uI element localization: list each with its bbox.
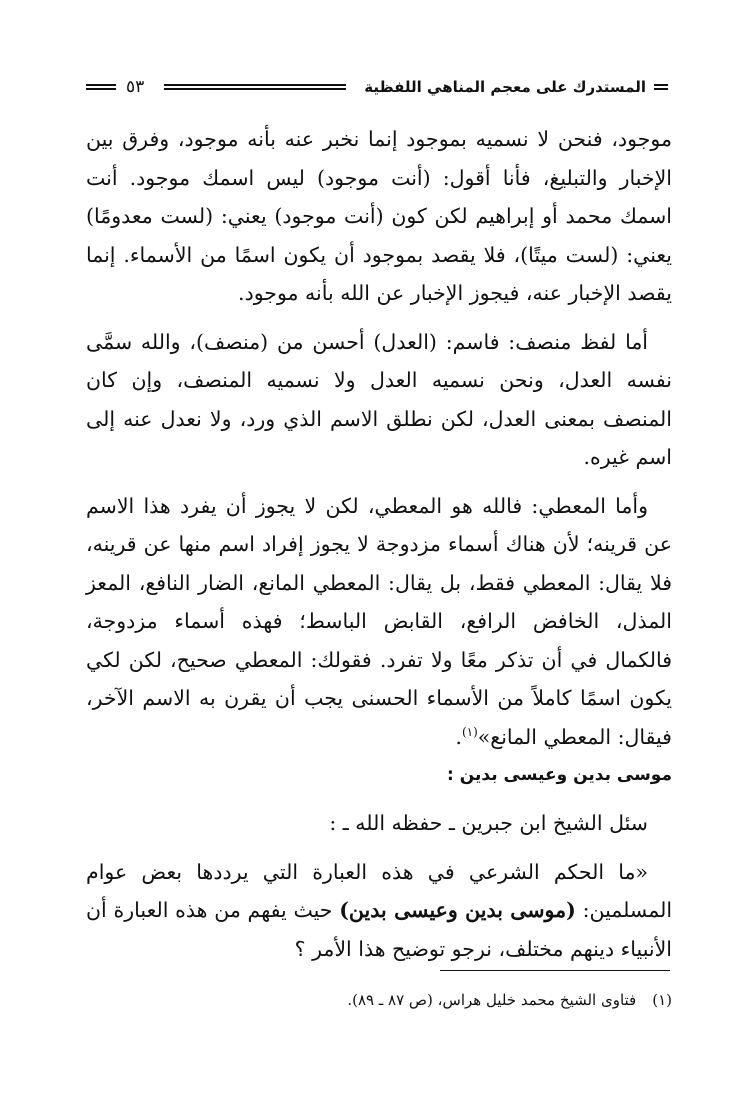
paragraph-3-end: .: [455, 724, 462, 749]
question-text: [86, 853, 672, 969]
section-heading: موسى بدين وعيسى بدين :: [447, 765, 672, 785]
header-rule-left: [86, 84, 116, 90]
footnote-separator: [440, 970, 670, 971]
footnote-reference[interactable]: (١): [461, 724, 478, 739]
header-rule-right: [654, 84, 668, 90]
paragraph-2: أما لفظ منصف: فاسم: (العدل) أحسن من (منصف)، والله سمَّى نفسه العدل، ونحن نسميه العدل ولا نسميه المنصف، وإن كان المنصف بمعنى العدل، لكن نطلق الاسم الذي ورد، ولا نعدل عنه إلى اسم غيره.: [86, 329, 672, 469]
running-header: [86, 74, 668, 100]
question-intro: سئل الشيخ ابن جبرين ـ حفظه الله ـ :: [329, 811, 648, 835]
question-part-2: حيث يفهم من هذه العبارة أن الأنبياء دينهم مختلف، نرجو توضيح هذا الأمر ؟: [86, 898, 672, 961]
page-number: ٥٣: [126, 77, 145, 97]
paragraph-3: [86, 487, 672, 757]
header-title: المستدرك على معجم المناهي اللفظية: [364, 78, 646, 96]
question-part-1: «ما الحكم الشرعي في هذه العبارة التي يرددها بعض عوام المسلمين:: [86, 859, 673, 922]
body-text: [86, 120, 672, 968]
paragraph-3-text: وأما المعطي: فالله هو المعطي، لكن لا يجوز أن يفرد هذا الاسم عن قرينه؛ لأن هناك أسماء مزدوجة لا يجوز إفراد اسم منها عن قرينه، فلا يقال: المعطي فقط، بل يقال: المعطي المانع، الضار النافع، المعز المذل، الخافض الرافع، القابض الباسط؛ فهذه أسماء مزدوجة، فالكمال في أن تذكر معًا ولا تفرد. فقولك: المعطي صحيح، لكن لكي يكون اسمًا كاملاً من الأسماء الحسنى يجب أن يقرن به الاسم الآخر، فيقال: المعطي المانع»: [86, 493, 672, 749]
footnote: [86, 988, 672, 1012]
header-rule-middle: [164, 84, 346, 90]
paragraph-1: موجود، فنحن لا نسميه بموجود إنما نخبر عنه بأنه موجود، وفرق بين الإخبار والتبليغ، فأنا أقول: (أنت موجود) ليس اسمك موجود. أنت اسمك محمد أو إبراهيم لكن كون (أنت موجود) يعني: (لست معدومًا) يعني: (لست ميتًا)، فلا يقصد بموجود أن يكون اسمًا من الأسماء. إنما يقصد الإخبار عنه، فيجوز الإخبار عن الله بأنه موجود.: [86, 127, 672, 305]
footnote-text: فتاوى الشيخ محمد خليل هراس، (ص ٨٧ ـ ٨٩).: [347, 991, 637, 1009]
question-quoted-phrase: (موسى بدين وعيسى بدين): [339, 898, 576, 922]
footnote-number: (١): [652, 991, 672, 1009]
